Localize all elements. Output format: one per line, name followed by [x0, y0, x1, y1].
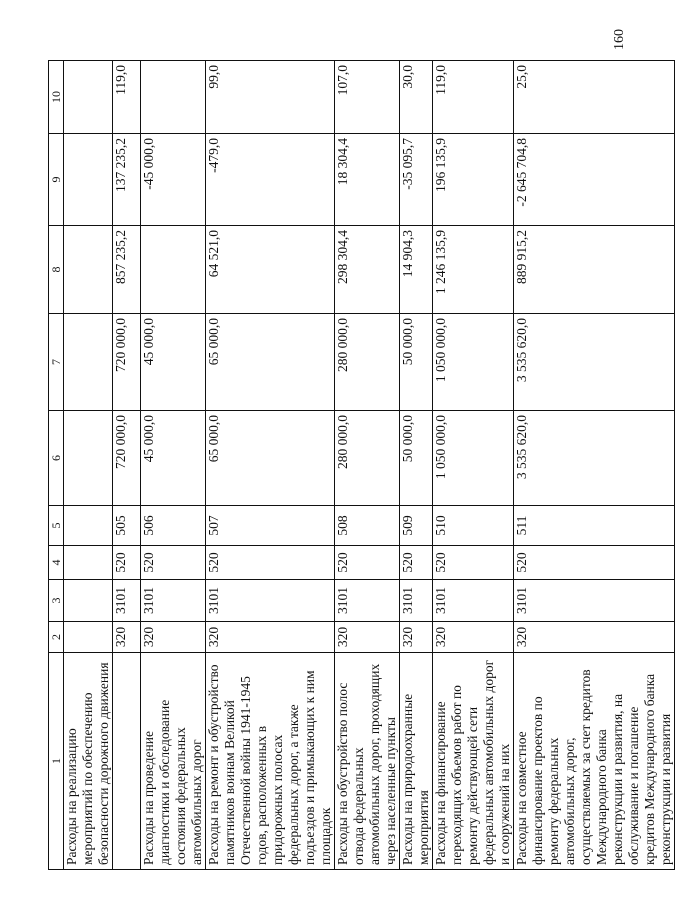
row-description: Расходы на финансирование переходящих объемов работ по ремонту действующей сети федеральных автомобильных дорог и сооружений на них	[433, 653, 514, 870]
header-col-2: 2	[49, 622, 64, 653]
cell-col-6	[64, 411, 113, 506]
cell-col-4: 520	[335, 546, 400, 580]
table-row	[206, 61, 335, 870]
table-row	[335, 61, 400, 870]
cell-col-4: 520	[400, 546, 433, 580]
cell-col-6: 3 535 620,0	[514, 411, 675, 506]
row-description: Расходы на обустройство полос отвода федеральных автомобильных дорог, проходящих через населенные пункты	[335, 653, 400, 870]
table-row	[64, 61, 113, 870]
header-row	[49, 61, 64, 870]
cell-col-8: 298 304,4	[335, 226, 400, 314]
cell-col-7: 720 000,0	[113, 314, 141, 411]
cell-col-5: 510	[433, 506, 514, 546]
cell-col-4: 520	[433, 546, 514, 580]
cell-col-9	[64, 134, 113, 226]
cell-col-7: 50 000,0	[400, 314, 433, 411]
cell-col-8: 14 904,3	[400, 226, 433, 314]
cell-col-2: 320	[514, 622, 675, 653]
cell-col-8: 64 521,0	[206, 226, 335, 314]
cell-col-7: 45 000,0	[141, 314, 206, 411]
cell-col-6: 1 050 000,0	[433, 411, 514, 506]
cell-col-5: 506	[141, 506, 206, 546]
cell-col-2: 320	[335, 622, 400, 653]
table-row	[433, 61, 514, 870]
page-number: 160	[612, 29, 627, 50]
cell-col-10: 119,0	[433, 61, 514, 134]
table-row	[141, 61, 206, 870]
cell-col-8: 1 246 135,9	[433, 226, 514, 314]
cell-col-8	[141, 226, 206, 314]
cell-col-4: 520	[514, 546, 675, 580]
cell-col-3: 3101	[206, 580, 335, 622]
cell-col-5: 508	[335, 506, 400, 546]
table-row	[400, 61, 433, 870]
header-col-6: 6	[49, 411, 64, 506]
header-col-9: 9	[49, 134, 64, 226]
header-col-4: 4	[49, 546, 64, 580]
cell-col-3: 3101	[113, 580, 141, 622]
table-row	[514, 61, 675, 870]
cell-col-6: 720 000,0	[113, 411, 141, 506]
cell-col-8: 857 235,2	[113, 226, 141, 314]
cell-col-10	[141, 61, 206, 134]
cell-col-10: 25,0	[514, 61, 675, 134]
cell-col-2: 320	[141, 622, 206, 653]
cell-col-10: 30,0	[400, 61, 433, 134]
rotated-page	[48, 61, 673, 870]
cell-col-3: 3101	[335, 580, 400, 622]
cell-col-4: 520	[206, 546, 335, 580]
cell-col-3: 3101	[141, 580, 206, 622]
cell-col-5: 507	[206, 506, 335, 546]
cell-col-6: 280 000,0	[335, 411, 400, 506]
row-description: Расходы на проведение диагностики и обследование состояния федеральных автомобильных дорог	[141, 653, 206, 870]
cell-col-4: 520	[141, 546, 206, 580]
cell-col-5: 505	[113, 506, 141, 546]
cell-col-9: -35 095,7	[400, 134, 433, 226]
cell-col-9: 196 135,9	[433, 134, 514, 226]
row-description: Расходы на реализацию мероприятий по обеспечению безопасности дорожного движения	[64, 653, 113, 870]
table-row	[113, 61, 141, 870]
cell-col-9: -45 000,0	[141, 134, 206, 226]
cell-col-3	[64, 580, 113, 622]
cell-col-4: 520	[113, 546, 141, 580]
cell-col-7	[64, 314, 113, 411]
cell-col-9: 137 235,2	[113, 134, 141, 226]
cell-col-6: 50 000,0	[400, 411, 433, 506]
header-col-7: 7	[49, 314, 64, 411]
cell-col-2	[64, 622, 113, 653]
cell-col-2: 320	[206, 622, 335, 653]
cell-col-3: 3101	[433, 580, 514, 622]
header-col-5: 5	[49, 506, 64, 546]
cell-col-5	[64, 506, 113, 546]
cell-col-7: 1 050 000,0	[433, 314, 514, 411]
cell-col-2: 320	[113, 622, 141, 653]
cell-col-6: 65 000,0	[206, 411, 335, 506]
cell-col-7: 65 000,0	[206, 314, 335, 411]
header-col-3: 3	[49, 580, 64, 622]
budget-table	[48, 60, 675, 870]
header-col-10: 10	[49, 61, 64, 134]
cell-col-9: 18 304,4	[335, 134, 400, 226]
header-col-8: 8	[49, 226, 64, 314]
cell-col-5: 511	[514, 506, 675, 546]
cell-col-10: 119,0	[113, 61, 141, 134]
cell-col-2: 320	[433, 622, 514, 653]
row-description: Расходы на природоохранные мероприятия	[400, 653, 433, 870]
cell-col-3: 3101	[514, 580, 675, 622]
cell-col-6: 45 000,0	[141, 411, 206, 506]
cell-col-4	[64, 546, 113, 580]
cell-col-10: 107,0	[335, 61, 400, 134]
cell-col-10	[64, 61, 113, 134]
cell-col-8: 889 915,2	[514, 226, 675, 314]
cell-col-5: 509	[400, 506, 433, 546]
cell-col-7: 3 535 620,0	[514, 314, 675, 411]
cell-col-9: -479,0	[206, 134, 335, 226]
header-col-1: 1	[49, 653, 64, 870]
cell-col-2: 320	[400, 622, 433, 653]
cell-col-9: -2 645 704,8	[514, 134, 675, 226]
row-description: Расходы на ремонт и обустройство памятников воинам Великой Отечественной войны 1941-1945 годов, расположенных в придорожных полосах федеральных дорог, а также подъездов и примыкающих к ним площадок	[206, 653, 335, 870]
cell-col-10: 99,0	[206, 61, 335, 134]
cell-col-7: 280 000,0	[335, 314, 400, 411]
row-description: Расходы на совместное финансирование проектов по ремонту федеральных автомобильных дорог, осуществляемых за счет кредитов Международного банка реконструкции и развития, на обслуживание и погашение кредитов Международного банка реконструкции и развития	[514, 653, 675, 870]
cell-col-3: 3101	[400, 580, 433, 622]
cell-col-8	[64, 226, 113, 314]
row-description	[113, 653, 141, 870]
